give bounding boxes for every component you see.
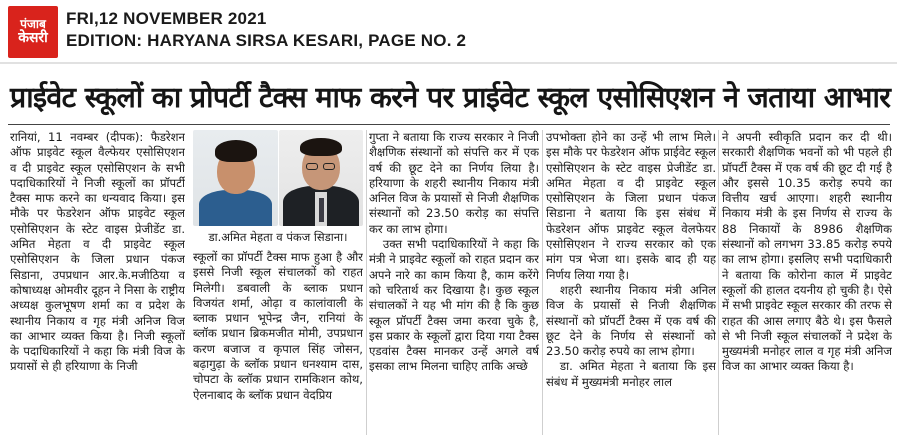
column-4-paragraph-1: उपभोक्ता होने का उन्हें भी लाभ मिले। इस मौके पर फेडरेशन ऑफ प्राईवेट स्कूल एसोसिएशन के स्टेट वाइस प्रेजीडेंट डा. अमित मेहता व दी प्राइवेट स्कूल एसोसिएशन के जिला प्रधान पंकज सिडाना ने बताया कि इस संबंध में फेडरेशन ऑफ प्राइवेट स्कूल वेलफेयर एसोसिएशन ने राज्य सरकार को एक मांग पत्र भेजा था। इसके बाद ही यह निर्णय लिया गया है। xyxy=(546,130,716,282)
top-divider xyxy=(0,62,897,64)
punjab-kesari-logo xyxy=(8,6,58,58)
column-4-paragraph-2: शहरी स्थानीय निकाय मंत्री अनिल विज के प्रयासों से निजी शैक्षणिक संस्थानों को प्रॉपर्टी टैक्स में एक वर्ष की छूट देने के निर्णय से संस्थानों को 23.50 करोड़ रुपये का लाभ होगा। xyxy=(546,282,716,359)
logo-line-1: पंजाब xyxy=(20,16,46,31)
photo-caption: डा.अमित मेहता व पंकज सिडाना। xyxy=(208,230,348,244)
column-3-paragraph-1: गुप्ता ने बताया कि राज्य सरकार ने निजी शैक्षणिक संस्थानों को संपत्ति कर में एक वर्ष की छूट देने का निर्णय लिया है। हरियाणा के शहरी स्थानीय निकाय मंत्री अनिल विज के प्रयासों से निजी शैक्षणिक संस्थानों को 23.50 करोड़ का संपत्ति कर का लाभ होगा। xyxy=(369,130,539,236)
masthead xyxy=(66,8,466,52)
headline-rule xyxy=(8,124,890,125)
column-divider xyxy=(718,130,719,435)
column-divider xyxy=(542,130,543,435)
column-3-paragraph-2: उक्त सभी पदाधिकारियों ने कहा कि मंत्री ने प्राइवेट स्कूलों को राहत प्रदान कर अपने नारे का काम किया है, काम करेंगे को चरितार्थ कर दिखाया है। कुछ स्कूल संचालकों ने यह भी मांग की है कि कुछ स्कूल प्रॉपर्टी टैक्स जमा करवा चुके है, इस प्रकार के स्कूलों द्वारा दिया गया टैक्स एडवांस टैक्स मानकर उन्हें अगले वर्ष इसका लाभ मिलना चाहिए ताकि अच्छे xyxy=(369,237,539,374)
article-column-1 xyxy=(10,130,185,438)
photo-pankaj-sidana xyxy=(279,130,363,226)
publication-date: FRI,12 NOVEMBER 2021 xyxy=(66,9,267,28)
headline: प्राईवेट स्कूलों का प्रोपर्टी टैक्स माफ करने पर प्राईवेट स्कूल एसोसिएशन ने जताया आभार xyxy=(10,81,891,114)
article-column-4 xyxy=(546,130,716,438)
logo-line-2: केसरी xyxy=(18,29,48,46)
article-column-5 xyxy=(722,130,892,438)
article-column-2 xyxy=(193,250,363,438)
column-divider xyxy=(366,130,367,435)
edition-info: EDITION: HARYANA SIRSA KESARI, PAGE NO. 2 xyxy=(66,31,467,50)
column-1-text: रानियां, 11 नवम्बर (दीपक): फैडरेशन ऑफ प्राइवेट स्कूल वैल्फेयर एसोसिएशन व दी प्राइवेट स्कूल एसोसिएशन के सभी पदाधिकारियों ने निजी स्कूलों का प्रॉपर्टी टैक्स माफ करने का धन्यवाद किया। इस मौके पर फेडरेशन ऑफ प्राइवेट स्कूल एसोसिएशन के स्टेट वाइस प्रेजीडेंट डा. अमित मेहता व दी प्राइवेट स्कूल एसोसिएशन के जिला प्रधान पंकज सिडाना, उपप्रधान आर.के.मजीठिया व कोषाध्यक्ष ओमवीर दूहन ने निसा के राष्ट्रीय अध्यक्ष कुलभूषण शर्मा का व प्रदेश के स्थानीय निकाय व गृह मंत्री अनिज विज का आभार व्यक्त किया है। निजी स्कूलों के पदाधिकारियों ने कहा कि मंत्री विज के प्रयासों से ही हरियाणा के निजी xyxy=(10,130,185,374)
column-2-text: स्कूलों का प्रॉपर्टी टैक्स माफ हुआ है और इससे निजी स्कूल संचालकों को राहत मिलेगी। डबवाली के ब्लाक प्रधान विजयंत शर्मा, ओढ़ा व कालांवाली के ब्लाक प्रधान भूपेन्द्र जैन, रानियां के ब्लॉक प्रधान ब्रिकमजीत मोमी, उपप्रधान करण बजाज व कृपाल सिंह जोसन, बढ़ागुढ़ा के ब्लॉक प्रधान धनश्याम दास, चोपटा के ब्लॉक प्रधान रामकिशन कोथ, ऐलनाबाद के ब्लॉक प्रधान वेदप्रिय xyxy=(193,250,363,402)
article-column-3 xyxy=(369,130,539,438)
photo-block xyxy=(193,130,363,248)
column-4-paragraph-3: डा. अमित मेहता ने बताया कि इस संबंध में मुख्यमंत्री मनोहर लाल xyxy=(546,359,716,389)
column-5-text: ने अपनी स्वीकृति प्रदान कर दी थी। सरकारी शैक्षणिक भवनों को भी पहले ही प्रॉपर्टी टैक्स में एक वर्ष की छूट दी गई है और इससे 10.35 करोड़ रुपये का वित्तीय खर्च आएगा। शहरी स्थानीय निकाय मंत्री के इस निर्णय से राज्य के 88 निकायों के 8986 शैक्षणिक संस्थानों को लगभग 33.85 करोड़ रुपये का लाभ होगा। इसलिए सभी पदाधिकारी ने बताया कि कोरोना काल में प्राइवेट स्कूलों की हालत दयनीय हो चुकी है। ऐसे में सभी प्राइवेट स्कूल सरकार की तरफ से राहत की आस लगाए बैठे थे। इस फैसले से भी निजी स्कूल संचालकों ने प्रदेश के मुख्यमंत्री मनोहर लाल व गृह मंत्री अनिज विज का आभार व्यक्त किया है। xyxy=(722,130,892,374)
photo-amit-mehta xyxy=(193,130,278,226)
